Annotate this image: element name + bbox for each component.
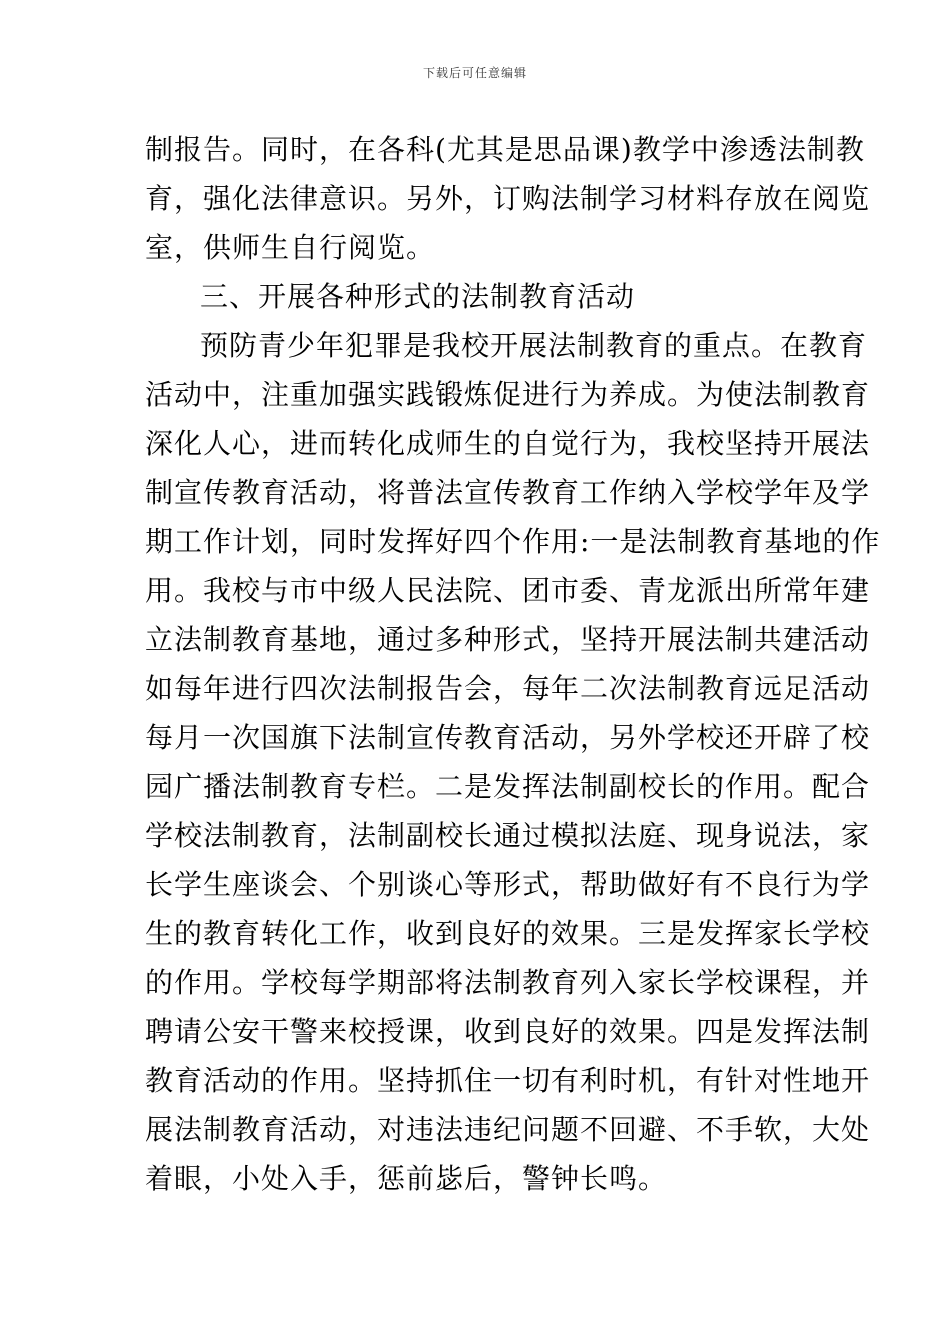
- document-body: [145, 125, 881, 1203]
- body-line: 着眼，小处入手，惩前毖后，警钟长鸣。: [145, 1162, 668, 1195]
- body-line: 园广播法制教育专栏。二是发挥法制副校长的作用。配合: [145, 770, 871, 803]
- body-line: 育，强化法律意识。另外，订购法制学习材料存放在阅览: [145, 182, 871, 215]
- paragraph-first-line: 预防青少年犯罪是我校开展法制教育的重点。在教育: [200, 329, 868, 362]
- body-line: 学校法制教育，法制副校长通过模拟法庭、现身说法，家: [145, 819, 871, 852]
- body-line: 室，供师生自行阅览。: [145, 231, 436, 264]
- section-heading: 三、开展各种形式的法制教育活动: [200, 280, 636, 313]
- page-header: 下载后可任意编辑: [422, 66, 527, 80]
- body-line: 每月一次国旗下法制宣传教育活动，另外学校还开辟了校: [145, 721, 871, 754]
- body-line: 深化人心，进而转化成师生的自觉行为，我校坚持开展法: [145, 427, 871, 460]
- body-line: 长学生座谈会、个别谈心等形式，帮助做好有不良行为学: [145, 868, 871, 901]
- body-line: 制宣传教育活动，将普法宣传教育工作纳入学校学年及学: [145, 476, 871, 509]
- body-line: 制报告。同时，在各科(尤其是思品课)教学中渗透法制教: [145, 133, 865, 166]
- body-line: 用。我校与市中级人民法院、团市委、青龙派出所常年建: [145, 574, 871, 607]
- body-line: 活动中，注重加强实践锻炼促进行为养成。为使法制教育: [145, 378, 871, 411]
- body-line: 的作用。学校每学期部将法制教育列入家长学校课程，并: [145, 966, 871, 999]
- body-line: 生的教育转化工作，收到良好的效果。三是发挥家长学校: [145, 917, 871, 950]
- body-line: 如每年进行四次法制报告会，每年二次法制教育远足活动: [145, 672, 871, 705]
- body-line: 立法制教育基地，通过多种形式，坚持开展法制共建活动: [145, 623, 871, 656]
- body-line: 展法制教育活动，对违法违纪问题不回避、不手软，大处: [145, 1113, 871, 1146]
- body-line: 教育活动的作用。坚持抓住一切有利时机，有针对性地开: [145, 1064, 871, 1097]
- body-line: 聘请公安干警来校授课，收到良好的效果。四是发挥法制: [145, 1015, 871, 1048]
- body-line: 期工作计划，同时发挥好四个作用:一是法制教育基地的作: [145, 525, 881, 558]
